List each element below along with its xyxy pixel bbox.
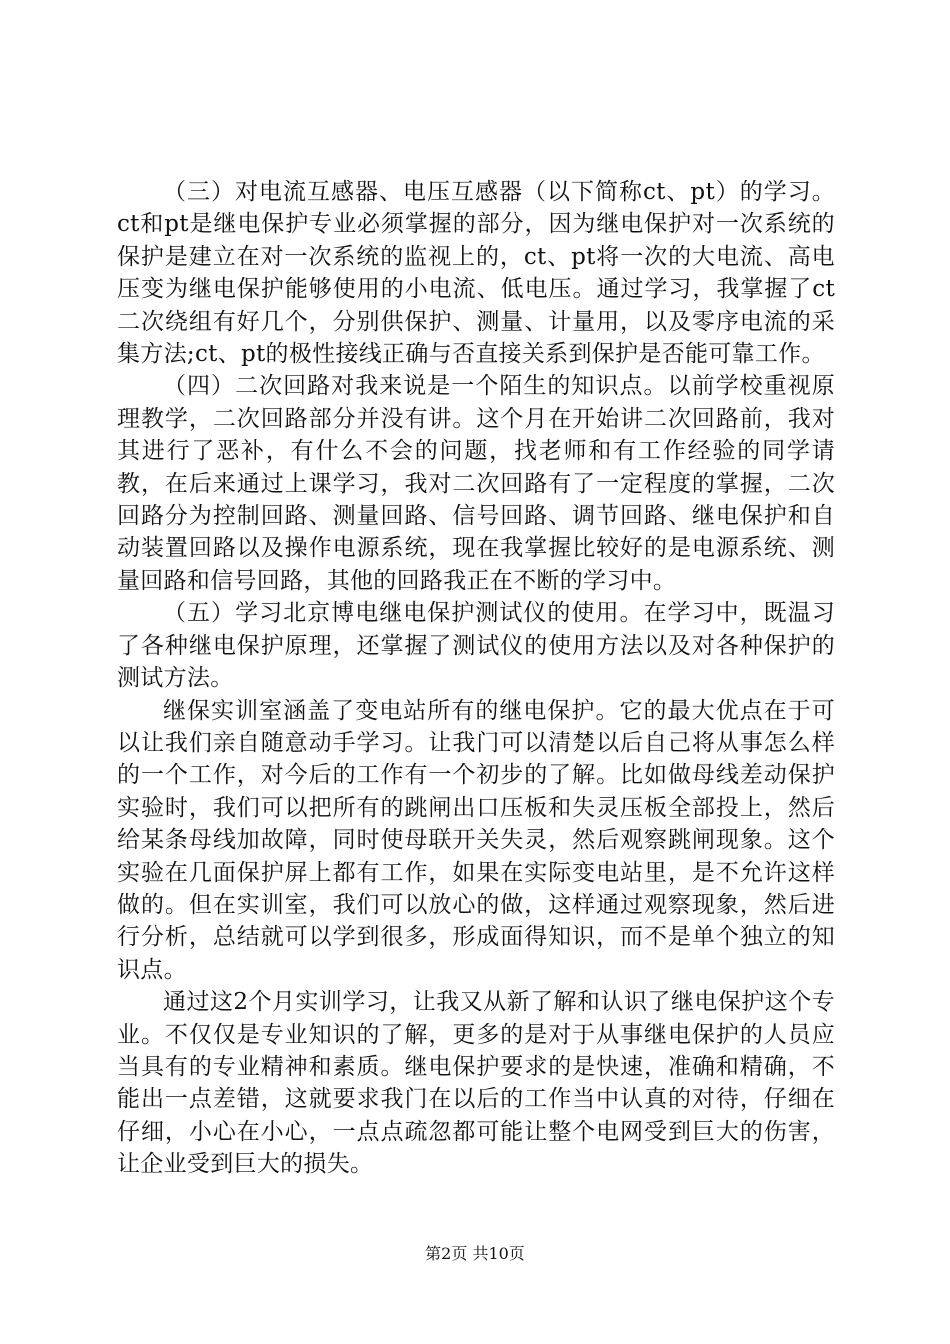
paragraph-ct-pt: （三）对电流互感器、电压互感器（以下简称ct、pt）的学习。ct和pt是继电保护专业必须掌握的部分，因为继电保护对一次系统的保护是建立在对一次系统的监视上的，ct、pt将一次的大电流、高电压变为继电保护能够使用的小电流、低电压。通过学习，我掌握了ct二次绕组有好几个，分别供保护、测量、计量用，以及零序电流的采集方法;ct、pt的极性接线正确与否直接关系到保护是否能可靠工作。	[117, 179, 835, 368]
page-footer: 第2页 共10页	[425, 1244, 525, 1263]
paragraph-conclusion: 通过这2个月实训学习，让我又从新了解和认识了继电保护这个专业。不仅仅是专业知识的了解，更多的是对于从事继电保护的人员应当具有的专业精神和素质。继电保护要求的是快速，准确和精确，不能出一点差错，这就要求我门在以后的工作当中认真的对待，仔细在仔细，小心在小心，一点点疏忽都可能让整个电网受到巨大的伤害，让企业受到巨大的损失。	[117, 989, 835, 1178]
document-body	[117, 176, 835, 1181]
paragraph-tester-usage: （五）学习北京博电继电保护测试仪的使用。在学习中，既温习了各种继电保护原理，还掌握了测试仪的使用方法以及对各种保护的测试方法。	[117, 600, 835, 692]
paragraph-training-room: 继保实训室涵盖了变电站所有的继电保护。它的最大优点在于可以让我们亲自随意动手学习。让我门可以清楚以后自己将从事怎么样的一个工作，对今后的工作有一个初步的了解。比如做母线差动保护实验时，我们可以把所有的跳闸出口压板和失灵压板全部投上，然后给某条母线加故障，同时使母联开关失灵，然后观察跳闸现象。这个实验在几面保护屏上都有工作，如果在实际变电站里，是不允许这样做的。但在实训室，我们可以放心的做，这样通过观察现象，然后进行分析，总结就可以学到很多，形成面得知识，而不是单个独立的知识点。	[117, 697, 835, 983]
paragraph-secondary-circuit: （四）二次回路对我来说是一个陌生的知识点。以前学校重视原理教学，二次回路部分并没有讲。这个月在开始讲二次回路前，我对其进行了恶补，有什么不会的问题，找老师和有工作经验的同学请教，在后来通过上课学习，我对二次回路有了一定程度的掌握，二次回路分为控制回路、测量回路、信号回路、调节回路、继电保护和自动装置回路以及操作电源系统，现在我掌握比较好的是电源系统、测量回路和信号回路，其他的回路我正在不断的学习中。	[117, 373, 835, 594]
